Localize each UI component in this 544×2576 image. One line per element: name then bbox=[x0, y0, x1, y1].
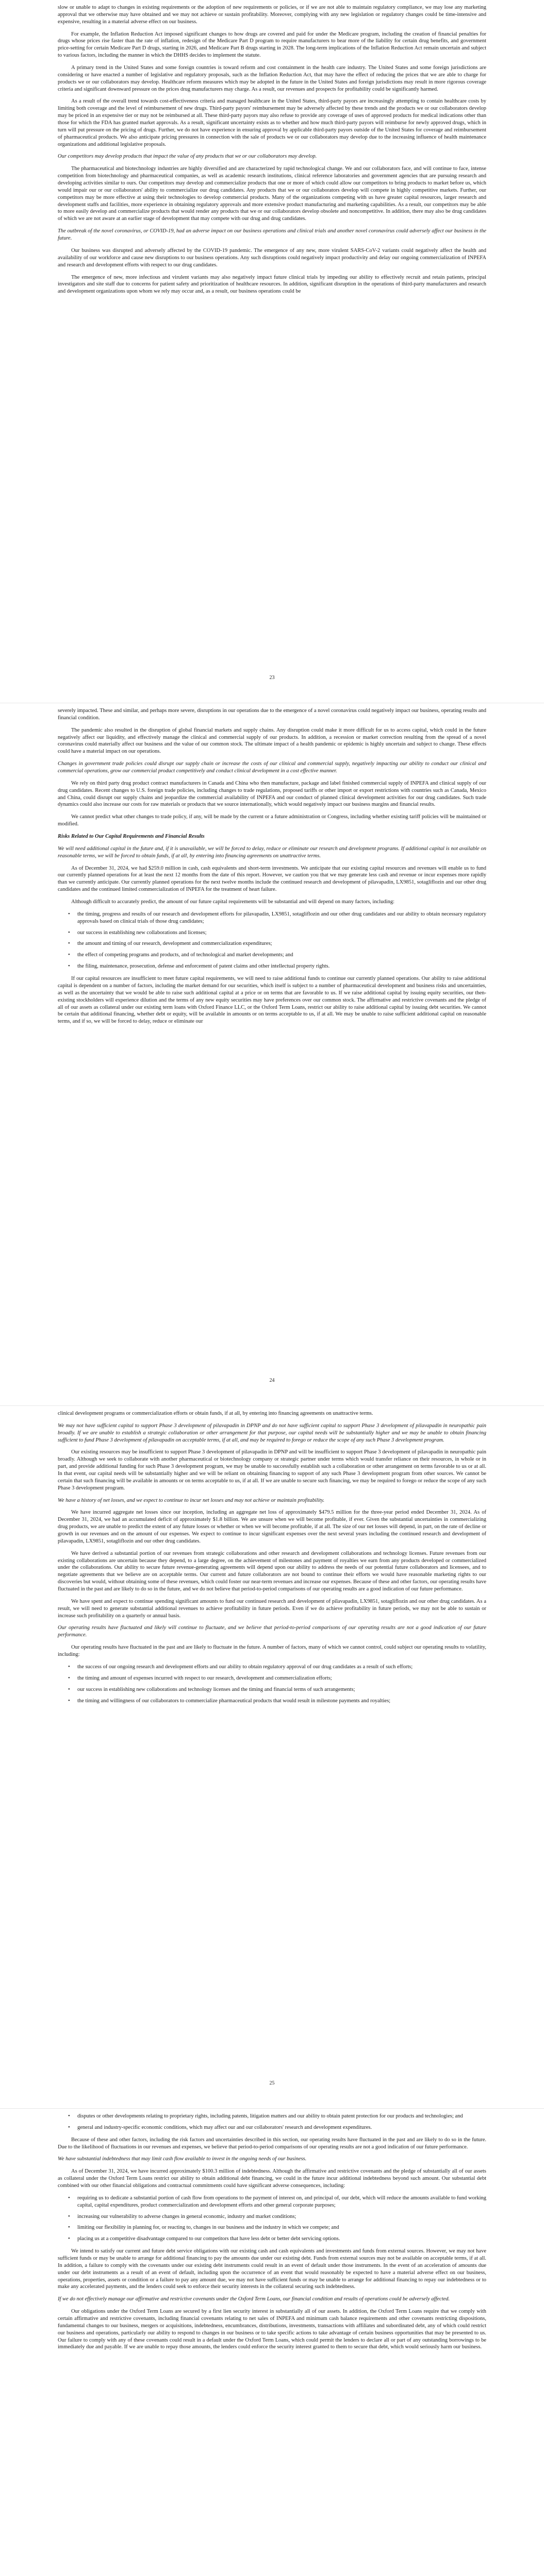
paragraph: We have incurred aggregate net losses since our inception, including an aggregate net loss of approximately $479.5 million for the three-year period ended December 31, 2024. As of December 31, 2024, we had an accumulated deficit of approximately $1.8 billion. We are unsure when we will become profitable, if ever. Given the substantial uncertainties in commercializing drug products, we are unable to predict the extent of any future losses or whether or when we will become profitable, if at all. The size of our net losses will depend, in part, on the rate of decline or growth in our revenues and on the amount of our expenses. We expect to continue to incur significant expenses over the next several years including the continued research and development of pilavapadin, LX9851, sotagliflozin and our other drug candidates. bbox=[58, 1510, 486, 1544]
paragraph: Our business was disrupted and adversely affected by the COVID-19 pandemic. The emergence of any new, more virulent SARS-CoV-2 variants could negatively affect the health and availability of our workforce and cause new disruptions to our business operations. Any such disruptions could negatively impact productivity and delay our ongoing commercialization of INPEFA and research and development efforts with respect to our drug candidates. bbox=[58, 247, 486, 268]
list-item: • placing us at a competitive disadvantage compared to our competitors that have less debt or better debt servicing options. bbox=[58, 2235, 486, 2243]
list-item: • requiring us to dedicate a substantial portion of cash flow from operations to the payment of interest on, and principal of, our debt, which will reduce the amounts available to fund working capital, capital expenditures, product commercialization and development efforts and other general corporate purposes; bbox=[58, 2195, 486, 2209]
risk-factor-heading: Changes in government trade policies could disrupt our supply chain or increase the costs of our clinical and commercial supply, negatively impacting our ability to conduct our clinical and commercial operations, grow our commercial product competitively and conduct clinical development in a cost effective manner. bbox=[58, 761, 486, 774]
page-25 bbox=[0, 1405, 544, 2108]
bullet-list bbox=[58, 1664, 486, 1704]
bullet-list bbox=[58, 2113, 486, 2131]
paragraph: If our capital resources are insufficient to meet future capital requirements, we will need to raise additional funds to continue our currently planned operations. Our ability to raise additional capital is dependent on a number of factors, including the market demand for our securities, which itself is subject to a number of pharmaceutical development and business risks and uncertainties, as well as the uncertainty that we would be able to raise such additional capital at a price or on terms that are favorable to us. If we raise additional capital by issuing equity securities, our then-existing stockholders will experience dilution and the terms of any new equity securities may have preferences over our common stock. The affirmative and restrictive covenants and the pledge of all of our assets as collateral under our existing term loans with Oxford Finance LLC, or the Oxford Term Loans, restrict our ability to raise additional capital by issuing debt securities. We cannot be certain that additional financing, whether debt or equity, will be available in amounts or on terms acceptable to us, if at all. We may be unable to raise sufficient additional capital on reasonable terms, and if so, we will be forced to delay, reduce or eliminate our bbox=[58, 976, 486, 1025]
section-heading: Risks Related to Our Capital Requirements and Financial Results bbox=[58, 834, 205, 840]
paragraph: slow or unable to adapt to changes in existing requirements or the adoption of new requirements or policies, or if we are not able to maintain regulatory compliance, we may lose any marketing approval that we otherwise may have obtained and we may not achieve or sustain profitability. Moreover, complying with any new legislation or regulatory changes could be time-intensive and expensive, resulting in a material adverse effect on our business. bbox=[58, 5, 486, 25]
risk-factor-heading: Our competitors may develop products that impact the value of any products that we or our collaborators may develop. bbox=[58, 154, 317, 160]
paragraph: As of December 31, 2024, we had $259.0 million in cash, cash equivalents and short-term investments. We anticipate that our existing capital resources and revenues will enable us to fund our currently planned operations for at least the next 12 months from the date of this report. However, we caution you that we may generate less cash and revenue or incur expenses more rapidly than we currently anticipate. Our currently planned operations for the next twelve months include the continued research and development of pilavapadin, LX9851, sotagliflozin and our other drug candidates and the continued limited commercialization of INPEFA for the treatment of heart failure. bbox=[58, 865, 486, 893]
page-number: 23 bbox=[269, 674, 275, 681]
paragraph: A primary trend in the United States and some foreign countries is toward reform and cost containment in the health care industry. The United States and some foreign jurisdictions are considering or have enacted a number of legislative and regulatory proposals, such as the Inflation Reduction Act, that may have the effect of reducing the prices that we are able to charge for products we or our collaborators may develop. Healthcare reform measures which may be adopted in the future in the United States and foreign jurisdictions may result in more rigorous coverage criteria and significant downward pressure on the prices drug manufacturers may charge. As a result, our revenues and prospects for profitability could be significantly harmed. bbox=[58, 65, 486, 92]
page-number: 25 bbox=[269, 2080, 275, 2086]
list-item: • general and industry-specific economic conditions, which may affect our and our collaborators' research and development expenditures. bbox=[58, 2124, 486, 2131]
list-item: • disputes or other developments relating to proprietary rights, including patents, litigation matters and our ability to obtain patent protection for our products and technologies; and bbox=[58, 2113, 486, 2120]
list-item: • our success in establishing new collaborations and licenses; bbox=[58, 929, 486, 937]
risk-factor-heading: We have a history of net losses, and we expect to continue to incur net losses and may not achieve or maintain profitability. bbox=[58, 1497, 325, 1503]
list-item: • the timing and amount of expenses incurred with respect to our research, development and commercialization efforts; bbox=[58, 1675, 486, 1682]
list-item: • the effect of competing programs and products, and of technological and market developments; and bbox=[58, 952, 486, 959]
page-number: 24 bbox=[269, 1377, 275, 1383]
paragraph: We cannot predict what other changes to trade policy, if any, will be made by the current or a future administration or Congress, including whether existing tariff policies will be maintained or modified. bbox=[58, 814, 486, 827]
paragraph: Although difficult to accurately predict, the amount of our future capital requirements will be substantial and will depend on many factors, including: bbox=[71, 899, 395, 905]
paragraph: Our existing resources may be insufficient to support Phase 3 development of pilavapadin in DPNP and will be insufficient to support Phase 3 development of pilavapadin in neuropathic pain broadly. Although we seek to collaborate with another pharmaceutical or biotechnology company or strategic partner under terms which would transfer reliance on their resources, in whole or in part, and provide additional funding for such Phase 3 development program, we may be unable to successfully establish such a collaboration or other arrangement on terms favorable to us or at all. In that event, our capital needs will be substantially higher and we will be reliant on obtaining financing to support of any such Phase 3 development program from other sources. We cannot be certain that such financing will be available in amounts or on terms acceptable to us, if at all. If we are unable to secure such financing, we may be required to forego or reduce the scope of any such Phase 3 development program. bbox=[58, 1449, 486, 1491]
paragraph: For example, the Inflation Reduction Act imposed significant changes to how drugs are covered and paid for under the Medicare program, including the creation of financial penalties for drugs whose prices rise faster than the rate of inflation, redesign of the Medicare Part D program to require manufacturers to bear more of the liability for certain drug benefits, and government price-setting for certain Medicare Part D drugs, starting in 2026, and Medicare Part B drugs starting in 2028. The long-term implications of the Inflation Reduction Act remain uncertain and subject to various factors, including the manner in which the DHHS decides to implement the statute. bbox=[58, 31, 486, 59]
paragraph: clinical development programs or commercialization efforts or obtain funds, if at all, by entering into financing agreements on unattractive terms. bbox=[58, 1411, 373, 1416]
list-item: • the timing, progress and results of our research and development efforts for pilavapadin, LX9851, sotagliflozin and our other drug candidates and our ability to obtain necessary regulatory approvals based on clinical trials of those drug candidates; bbox=[58, 911, 486, 925]
paragraph: Our operating results have fluctuated in the past and are likely to fluctuate in the future. A number of factors, many of which we cannot control, could subject our operating results to volatility, including: bbox=[58, 1645, 486, 1658]
list-item: • the amount and timing of our research, development and commercialization expenditures; bbox=[58, 940, 486, 947]
list-item: • the timing and willingness of our collaborators to commercialize pharmaceutical products that would result in milestone payments and royalties; bbox=[58, 1698, 486, 1705]
paragraph: We have spent and expect to continue spending significant amounts to fund our continued research and development of pilavapadin, LX9851, sotagliflozin and our other drug candidates. As a result, we will need to generate substantial additional revenues to achieve profitability in future periods. Even if we do achieve profitability in future periods, we may not be able to sustain or increase such profitability on a quarterly or annual basis. bbox=[58, 1598, 486, 1619]
paragraph: We have derived a substantial portion of our revenues from strategic collaborations and other research and development collaborations and technology licenses. Future revenues from our existing collaborations are uncertain because they depend, to a large degree, on the achievement of milestones and payment of royalties we earn from any products developed or commercialized under the collaborations. Our ability to secure future revenue-generating agreements will depend upon our ability to address the needs of our potential future collaborators and licensees, and to negotiate agreements that we believe are on acceptable terms. Our current and future collaborators are not bound to continue their efforts we would have reasonable marketing rights to our discoveries but would, without obtaining some of these revenues, which could foster our near-term revenues and increase our expenses. Because of these and other factors, our operating results have fluctuated in the past and are likely to do so in the future, and we do not believe that period-to-period comparisons of our operating results are a good indication of our future performance. bbox=[58, 1550, 486, 1592]
paragraph: Our obligations under the Oxford Term Loans are secured by a first lien security interest in substantially all of our assets. In addition, the Oxford Term Loans require that we comply with certain affirmative and restrictive covenants, including financial covenants relating to net sales of INPEFA and minimum cash balance requirements and other covenants restricting dispositions, fundamental changes to our business, mergers or acquisitions, indebtedness, encumbrances, distributions, investments, transactions with affiliates and subordinated debt, any of which could restrict our business and operations, particularly our ability to respond to changes in our business or to take specific actions to take advantage of certain business opportunities that may be presented to us. Our failure to comply with any of these covenants could result in a default under the Oxford Term Loans, which could permit the lenders to declare all or part of any outstanding borrowings to be immediately due and payable. If we are unable to repay those amounts, the lenders could enforce the security interest granted to them to secure that debt, which would seriously harm our business. bbox=[58, 2309, 486, 2350]
paragraph: The emergence of new, more infectious and virulent variants may also negatively impact future clinical trials by impeding our ability to effectively recruit and retain patients, principal investigators and site staff due to concerns for patient safety and prioritization of healthcare resources. In addition, significant disruption in the operations of third-party manufacturers and research and development organizations upon whom we rely may occur and, as a result, our business operations could be bbox=[58, 274, 486, 295]
bullet-list bbox=[58, 911, 486, 970]
paragraph: The pharmaceutical and biotechnology industries are highly diversified and are characterized by rapid technological change. We and our collaborators face, and will continue to face, intense competition from biotechnology and pharmaceutical companies, as well as academic research institutions, clinical reference laboratories and government agencies that are pursuing research and developing activities similar to ours. Our competitors may develop and commercialize products that one or more of which could allow our competitors to bring products to market before us, which would impair our or our collaborators' ability to commercialize our drug candidates. Any products that we or our collaborators develop will compete in highly competitive markets. Further, our competitors may be more effective at using their technologies to develop commercial products. Many of the organizations competing with us have greater capital resources, larger research and development staffs and facilities, more experience in obtaining regulatory approvals and more extensive product manufacturing and marketing capabilities. As a result, our competitors may be able to more easily develop and commercialize products that would render any products that we or our collaborators develop obsolete and noncompetitive. In addition, there may also be drug candidates of which we are not aware at an earlier stage of development that may compete with our drug and drug candidates. bbox=[58, 166, 486, 222]
bullet-list bbox=[58, 2195, 486, 2243]
risk-factor-heading: We will need additional capital in the future and, if it is unavailable, we will be forced to delay, reduce or eliminate our research and development programs. If additional capital is not available on reasonable terms, we will be forced to obtain funds, if at all, by entering into financing agreements on unattractive terms. bbox=[58, 845, 486, 859]
list-item: • the success of our ongoing research and development efforts and our ability to obtain regulatory approval of our drug candidates as a result of such efforts; bbox=[58, 1664, 486, 1671]
list-item: • limiting our flexibility in planning for, or reacting to, changes in our business and the industry in which we compete; and bbox=[58, 2224, 486, 2231]
risk-factor-heading: The outbreak of the novel coronavirus, or COVID-19, had an adverse impact on our business operations and clinical trials and another novel coronavirus could adversely affect our business in the future. bbox=[58, 228, 486, 242]
page-26 bbox=[0, 2108, 544, 2576]
list-item: • the filing, maintenance, prosecution, defense and enforcement of patent claims and other intellectual property rights. bbox=[58, 963, 486, 970]
paragraph: We intend to satisfy our current and future debt service obligations with our existing cash and cash equivalents and investments and funds from external sources. However, we may not have sufficient funds or may be unable to arrange for additional financing to pay the amounts due under our existing debt. Funds from external sources may not be available on acceptable terms, if at all. In addition, a failure to comply with the covenants under our existing debt instruments could result in an event of default under those instruments. In the event of an acceleration of amounts due under our debt instruments as a result of an event of default, including upon the occurrence of an event that would reasonably be expected to have a material adverse effect on our business, operations, properties, assets or condition or a failure to pay any amount due, we may not have sufficient funds or may be unable to arrange for additional financing to repay our indebtedness or to make any accelerated payments, and the lenders could seek to enforce their security interests in the collateral securing such indebtedness. bbox=[58, 2248, 486, 2290]
risk-factor-heading: Our operating results have fluctuated and likely will continue to fluctuate, and we believe that period-to-period comparisons of our operating results are not a good indication of our future performance. bbox=[58, 1625, 486, 1638]
paragraph: severely impacted. These and similar, and perhaps more severe, disruptions in our operations due to the emergence of a novel coronavirus could negatively impact our business, operating results and financial condition. bbox=[58, 708, 486, 721]
paragraph: The pandemic also resulted in the disruption of global financial markets and supply chains. Any disruption could make it more difficult for us to access capital, which could in the future negatively affect our liquidity, and effectively manage the clinical and commercial supply of our products. In addition, a recession or market correction resulting from the spread of a novel coronavirus could materially affect our business and the value of our common stock. The ultimate impact of a health pandemic or epidemic is highly uncertain and subject to change. These effects could have a material impact on our operations. bbox=[58, 727, 486, 755]
list-item: • increasing our vulnerability to adverse changes in general economic, industry and market conditions; bbox=[58, 2213, 486, 2221]
paragraph: As a result of the overall trend towards cost-effectiveness criteria and managed healthcare in the United States, third-party payors are increasingly attempting to contain healthcare costs by limiting both coverage and the level of reimbursement of new drugs. Third-party payors' reimbursement may be adversely affected by these trends and the products we or our collaborators develop may be priced in an expensive tier or may not be reimbursed at all. These third-party payors may also refuse to provide any coverage of uses of approved products for medical indications other than those for which the FDA has granted market approvals. As a result, significant uncertainty exists as to whether and how much third-party payors will reimburse for newly approved drugs, which in turn will put pressure on the pricing of drugs. Further, we do not have experience in ensuring approval by applicable third-party payors outside of the United States for coverage and reimbursement of pharmaceutical products. We also anticipate pricing pressures in connection with the sale of products we or our collaborators may develop due to the increasing influence of health maintenance organizations and additional legislative proposals. bbox=[58, 98, 486, 147]
page-24 bbox=[0, 703, 544, 1405]
risk-factor-heading: We have substantial indebtedness that may limit cash flow available to invest in the ongoing needs of our business. bbox=[58, 2156, 307, 2162]
paragraph: Because of these and other factors, including the risk factors and uncertainties described in this section, our operating results have fluctuated in the past and are likely to do so in the future. Due to the likelihood of fluctuations in our revenues and expenses, we believe that period-to-period comparisons of our operating results are not a good indication of our future performance. bbox=[58, 2137, 486, 2150]
page-23 bbox=[0, 0, 544, 703]
paragraph: We rely on third party drug product contract manufacturers in Canada and China who then manufacture, package and label finished commercial supply of INPEFA and clinical supply of our drug candidates. Recent changes to U.S. foreign trade policies, including changes to trade regulations, proposed tariffs or other import or export restrictions with countries such as Canada, Mexico and China, could disrupt our supply chains and jeopardize the commercial availability of INPEFA and our conduct of planned clinical development activities for our drug candidates. Such trade dynamics could also increase our costs for raw materials or products that we source internationally, which would negatively impact our business margins and financial results. bbox=[58, 780, 486, 808]
list-item: • our success in establishing new collaborations and technology licenses and the timing and financial terms of such arrangements; bbox=[58, 1686, 486, 1693]
risk-factor-heading: If we do not effectively manage our affirmative and restrictive covenants under the Oxford Term Loans, our financial condition and results of operations could be adversely affected. bbox=[58, 2296, 450, 2302]
paragraph: As of December 31, 2024, we have incurred approximately $100.3 million of indebtedness. Although the affirmative and restrictive covenants and the pledge of substantially all of our assets as collateral under the Oxford Term Loans restrict our ability to obtain additional debt financing, we could in the future incur additional indebtedness beyond such amount. Our substantial debt combined with our other financial obligations and contractual commitments could have significant adverse consequences, including: bbox=[58, 2168, 486, 2189]
risk-factor-heading: We may not have sufficient capital to support Phase 3 development of pilavapadin in DPNP and do not have sufficient capital to support Phase 3 development of pilavapadin in neuropathic pain broadly. If we are unable to establish a strategic collaboration or other arrangement for that purpose, our capital needs will be substantially higher and we may be unable to obtain financing sufficient to fund Phase 3 development of pilavapadin on acceptable terms, if at all, and may be required to forego or reduce the scope of any such Phase 3 development program. bbox=[58, 1422, 486, 1443]
